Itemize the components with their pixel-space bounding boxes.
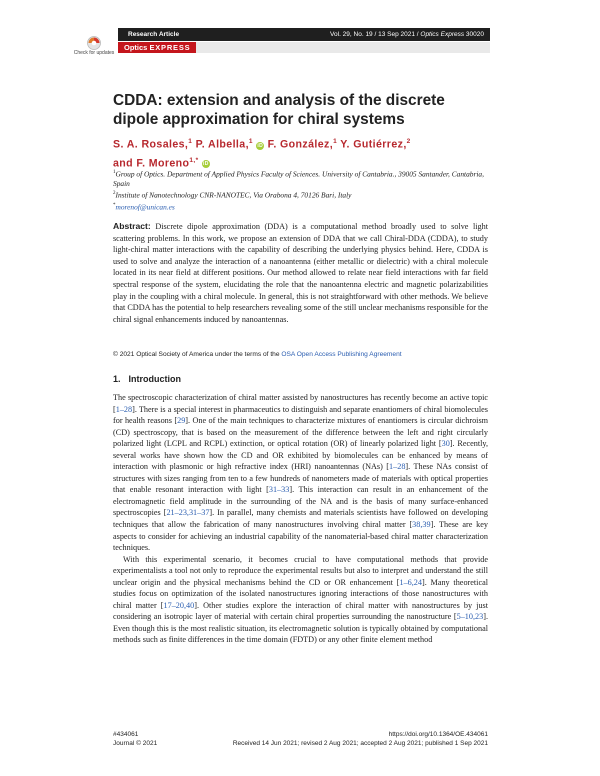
text-run: ]. These are key aspects to consider for achieving an industrial capability of the nanomaterial-based chiral matter characterization techniques. [113,520,488,553]
reference-link[interactable]: 29 [177,416,186,426]
article-id: #434061 [113,731,139,738]
reference-link[interactable]: 5–10,23 [456,612,484,622]
text-run: The spectroscopic characterization of chiral matter assisted by nanostructures has recently become an active topic [ [113,393,488,414]
orcid-icon[interactable]: iD [257,142,264,149]
reference-link[interactable]: 31–33 [268,485,290,495]
author-name: P. Albella, [195,138,249,151]
author-list: S. A. Rosales,$^1$ P. Albella,$^1$ iD F. González,$^1$ Y. Gutiérrez,$^2$ and F. Moreno$^{1,*}$ iD [113,138,411,170]
author-name: Y. Gutiérrez, [340,138,407,151]
paragraph [113,554,488,646]
text-run: ]. There is a special interest in pharmaceutics to distinguish and separate enantiomers of chiral biomolecules for health reasons [ [113,404,488,426]
reference-link[interactable]: 1–6,24 [399,577,422,587]
text-run: ]. Even though this is the most realistic situation, its electromagnetic solution is typically obtained by computational methods such as finite differences in the time domain (FDTD) or any other finite element method [113,612,488,645]
affiliation-1: $^1$Group of Optics. Department of Applied Physics Faculty of Sciences. University of Cantabria., 39005 Santander, Cantabria, Spain [113,169,484,189]
paragraph [113,392,488,554]
abstract-label: Abstract: [113,221,151,231]
reference-link[interactable]: 17–20,40 [163,600,195,610]
license-link[interactable]: OSA Open Access Publishing Agreement [281,351,402,358]
journal-copyright: Journal © 2021 [113,740,158,747]
paper-title: CDDA: extension and analysis of the discrete dipole approximation for chiral systems [113,92,445,128]
text-run: ]. In parallel, many chemists and materials scientists have followed on developing techniques that allow the fabrication of many nanostructures involving chiral matter [ [113,508,488,530]
abstract [113,221,488,325]
reference-link[interactable]: 38,39 [412,520,431,530]
text-run: ]. Many theoretical studies focus on optimization of the isolated nanostructures ignoring interactions of those nanostructures with chiral matter [ [113,577,488,610]
abstract-text: Discrete dipole approximation (DDA) is a computational method broadly used to solve light scattering problems. In this work, we propose an extension of DDA that we call Chiral-DDA (CDDA), to study light-chiral matter interactions with the capability of describing the underlying physics behind. Here, CDDA is used to solve and analyze the interaction of a nanoantenna (either metallic or dielectric) with a chiral molecule located in its near field at different positions. Our method allowed to relate near field interactions with far field spectral response of the system, elucidating the role that the nanoantenna electric and magnetic polarizabilities play in the coupling with a chiral molecule. In general, this is not straightforward with other methods. We believe that CDDA has the potential to help researchers revealing some of the still unclear mechanisms responsible for the chiral signal enhancements induced by nanoantennas. [113,222,489,324]
orcid-icon[interactable]: iD [203,161,209,168]
reference-link[interactable]: 30 [441,439,450,449]
section-heading: 1. Introduction [113,374,182,384]
article-header-bar [118,28,490,41]
affiliation-2: $^2$Institute of Nanotechnology CNR-NANOTEC, Via Orabona 4, 70126 Bari, Italy [113,190,352,200]
author-name: and F. Moreno [113,157,190,170]
text-run: ]. This interaction can result in an enhancement of the electromagnetic field amplitude in the surrounding of the NA and is the basis of many surface-enhanced spectroscopies [ [113,485,488,518]
publication-dates: Received 14 Jun 2021; revised 2 Aug 2021; accepted 2 Aug 2021; published 1 Sep 2021 [232,740,488,747]
text-run: ]. These NAs consist of structures with sizes ranging from ten to a few hundreds of nanometers made of materials with optical properties that enable resonant interaction with light [ [113,462,489,495]
reference-link[interactable]: 1–28 [389,462,406,472]
citation: Vol. 29, No. 19 / 13 Sep 2021 / Optics Express 30020 [330,31,484,38]
check-for-updates-label[interactable]: Check for updates [73,50,115,56]
text-run: ]. Other studies explore the interaction of chiral matter with nanostructures by just considering an isotropic layer of material with certain chiral properties surrounding the nanostructure [ [113,600,488,622]
text-run: ]. Recently, several works have shown how the CD and OR exhibited by biomolecules can be enhanced by means of interaction with plasmonic or high refractive index (HRI) nanoantennas (NAs) [ [113,439,489,472]
doi-link[interactable]: https://doi.org/10.1364/OE.434061 [388,731,488,738]
author-name: S. A. Rosales, [113,138,189,151]
introduction-body [113,392,488,646]
affiliations [113,168,493,212]
article-type: Research Article [128,31,180,38]
reference-link[interactable]: 21–23,31–37 [166,508,210,518]
author-name: F. González, [267,138,334,151]
copyright-notice: © 2021 Optical Society of America under the terms of the OSA Open Access Publishing Agreement [113,351,402,358]
text-run: ]. One of the main techniques to characterize mixtures of enantiomers is circular dichroism (CD) spectroscopy, that is based on the measurement of the difference between the left and right circularly polarized light (LCPL and RCPL) extinction, or optical rotation (OR) of linearly polarized light [ [113,416,488,449]
text-run: With this experimental scenario, it becomes crucial to have computational methods that provide experimentalists a tool not only to reproduce the experimental results but also to interpret and understand the still unclear origin and the physical mechanisms behind the CD or OR enhancement [ [113,554,488,587]
page-footer [113,730,488,748]
corresponding-email[interactable]: *morenof@unican.es [113,202,175,212]
reference-link[interactable]: 1–28 [115,404,133,414]
journal-logo: Optics EXPRESS [118,42,196,53]
